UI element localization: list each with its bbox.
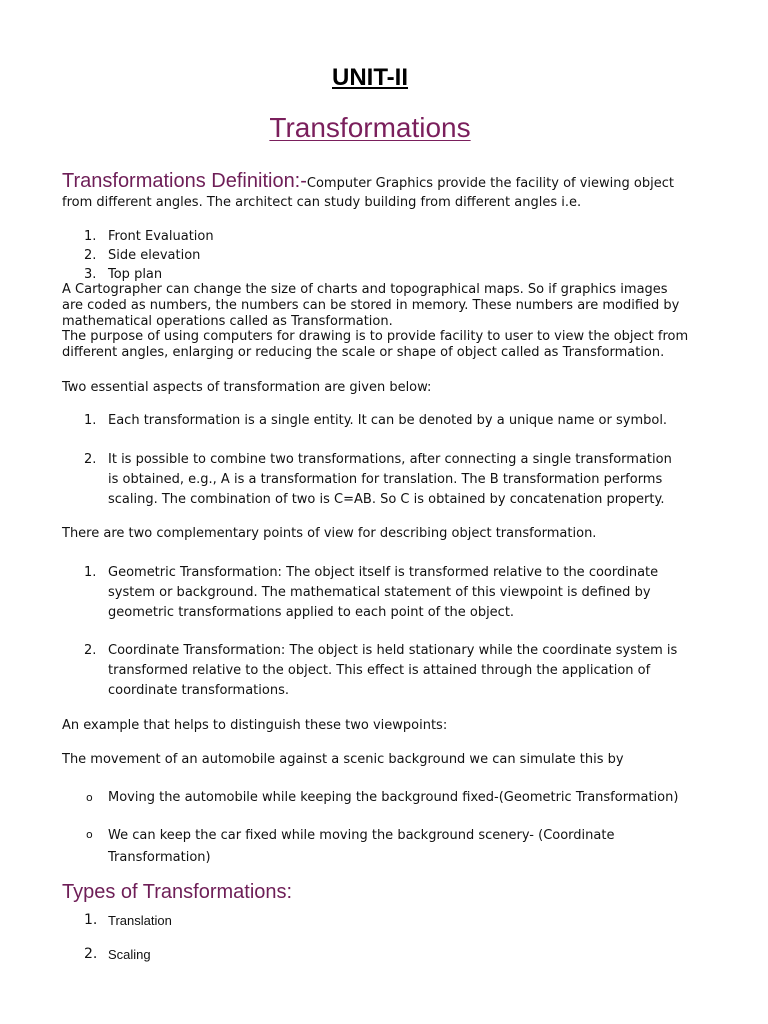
list-number: 2. [84, 643, 97, 658]
list-item [84, 246, 684, 265]
list-item [84, 227, 684, 246]
list-number: 2. [84, 452, 97, 467]
list-text: It is possible to combine two transformations, after connecting a single transformation is obtained, e.g., A is a transformation for translation. The B transformation performs scaling. The combination of two is C=AB. So C is obtained by concatenation property. [108, 452, 672, 507]
page-title: Transformations [269, 112, 471, 143]
list-item [84, 945, 684, 964]
list-text: Side elevation [108, 248, 201, 263]
list-item [84, 450, 684, 510]
viewpoints-intro: There are two complementary points of view for describing object transformation. [62, 526, 597, 541]
definition-paragraph [62, 172, 690, 212]
list-text: Scaling [108, 947, 151, 962]
definition-heading: Transformations Definition:- [62, 170, 307, 192]
list-number: 2. [84, 946, 98, 962]
list-item [84, 563, 684, 623]
list-number: 1. [84, 413, 97, 428]
list-text: Translation [108, 913, 172, 928]
list-item [84, 641, 684, 701]
aspects-intro: Two essential aspects of transformation are given below: [62, 380, 432, 395]
list-number: 1. [84, 565, 97, 580]
list-number: 1. [84, 229, 97, 244]
bullet-item [84, 788, 684, 808]
bullet-text: We can keep the car fixed while moving the background scenery- (Coordinate Transformation) [108, 828, 615, 865]
movement-intro: The movement of an automobile against a scenic background we can simulate this by [62, 752, 624, 767]
list-text: Each transformation is a single entity. It can be denoted by a unique name or symbol. [108, 413, 668, 428]
list-item [84, 911, 684, 930]
list-text: Geometric Transformation: The object itself is transformed relative to the coordinate system or background. The mathematical statement of this viewpoint is defined by geometric transformations applied to each point of the object. [108, 565, 659, 620]
bullet-marker: o [86, 828, 93, 841]
unit-heading: UNIT-II [332, 64, 408, 91]
purpose-paragraph: The purpose of using computers for drawing is to provide facility to user to view the object from different angles, enlarging or reducing the scale or shape of object called as Transformation. [62, 329, 689, 360]
bullet-item [84, 825, 684, 869]
list-number: 2. [84, 248, 97, 263]
cartographer-paragraph: A Cartographer can change the size of charts and topographical maps. So if graphics images are coded as numbers, the numbers can be stored in memory. These numbers are modified by mathematical operations called as Transformation. [62, 282, 680, 329]
example-intro: An example that helps to distinguish these two viewpoints: [62, 718, 448, 733]
list-number: 1. [84, 912, 98, 928]
types-heading: Types of Transformations: [62, 881, 293, 903]
list-text: Top plan [108, 267, 163, 282]
bullet-marker: o [86, 791, 93, 804]
list-text: Coordinate Transformation: The object is held stationary while the coordinate system is transformed relative to the object. This effect is attained through the application of coordinate transformations. [108, 643, 678, 698]
list-number: 3. [84, 267, 97, 282]
definition-text: Computer Graphics provide the facility of viewing object from different angles. The architect can study building from different angles i.e. [62, 176, 674, 210]
bullet-text: Moving the automobile while keeping the background fixed-(Geometric Transformation) [108, 790, 679, 805]
list-text: Front Evaluation [108, 229, 214, 244]
list-item [84, 411, 684, 431]
